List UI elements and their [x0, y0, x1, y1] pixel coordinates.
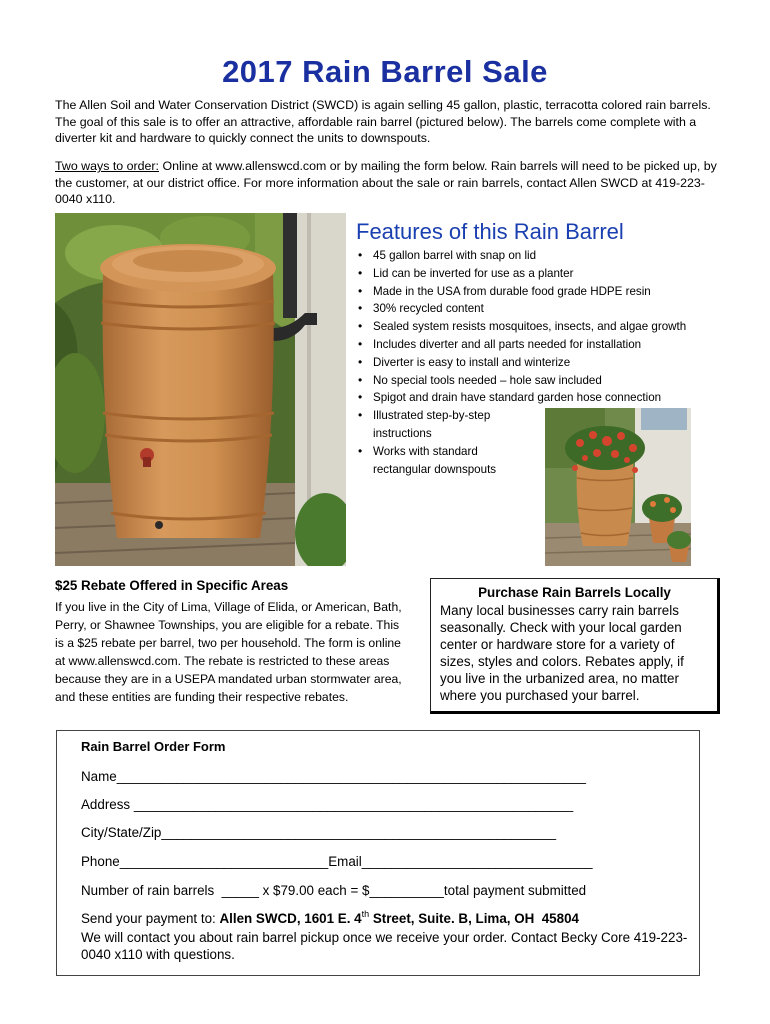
- buy-locally-text: Many local businesses carry rain barrels seasonally. Check with your local garden center or hardware store for a variety of sizes, styles and colors. Rebates apply, if you live in the urbanized area, no matter where you purchased your barrel.: [440, 603, 684, 703]
- payment-address: [81, 911, 579, 926]
- feature-item: • Works with standard rectangular downspouts: [356, 443, 533, 479]
- feature-item: • Lid can be inverted for use as a planter: [356, 265, 686, 283]
- order-ways-text: Online at www.allenswcd.com or by mailing the form below. Rain barrels will need to be picked up, by the customer, at our district office. For more information about the sale or rain barrels, contact Allen SWCD at 419-223-0040 x110.: [55, 159, 717, 207]
- feature-item: • No special tools needed – hole saw included: [356, 372, 686, 390]
- feature-item: • Diverter is easy to install and winterize: [356, 354, 686, 372]
- rain-barrel-photo: [55, 213, 346, 566]
- features-heading: Features of this Rain Barrel: [356, 219, 624, 244]
- intro-paragraph: The Allen Soil and Water Conservation District (SWCD) is again selling 45 gallon, plastic, terracotta colored rain barrels. The goal of this sale is to offer an attractive, affordable rain barrel (pictured below). The barrels come complete with a diverter kit and hardware to quickly connect the units to downspouts.: [55, 98, 711, 146]
- feature-item: • Spigot and drain have standard garden hose connection: [356, 389, 686, 407]
- payment-address-part-b: Street, Suite. B, Lima, OH 45804: [369, 911, 579, 926]
- rebate-heading: $25 Rebate Offered in Specific Areas: [55, 578, 289, 593]
- payment-address-part-a: Allen SWCD, 1601 E. 4: [219, 911, 362, 926]
- buy-locally-heading: Purchase Rain Barrels Locally: [478, 585, 671, 600]
- planter-barrel-photo: [545, 408, 691, 566]
- feature-item: • Illustrated step-by-step instructions: [356, 407, 533, 443]
- order-ways-colon: :: [155, 159, 159, 173]
- feature-item: • 45 gallon barrel with snap on lid: [356, 247, 686, 265]
- feature-item: • Made in the USA from durable food grade HDPE resin: [356, 283, 686, 301]
- page-title: 2017 Rain Barrel Sale: [222, 54, 548, 89]
- pickup-contact-note: We will contact you about rain barrel pickup once we receive your order. Contact Becky Core 419-223-0040 x110 with questions.: [81, 930, 688, 962]
- payment-address-suffix: th: [361, 909, 370, 919]
- feature-item: • Sealed system resists mosquitoes, insects, and algae growth: [356, 318, 686, 336]
- order-ways-label: Two ways to order: [55, 159, 156, 173]
- name-field[interactable]: Name_______________________________________________________________: [81, 769, 586, 784]
- barrel-quantity-field[interactable]: Number of rain barrels _____ x $79.00 each = $__________total payment submitted: [81, 883, 587, 898]
- order-form: [56, 730, 700, 976]
- feature-item: • 30% recycled content: [356, 300, 686, 318]
- buy-locally-box: [430, 578, 720, 714]
- order-ways-paragraph: [55, 158, 720, 208]
- order-form-title: Rain Barrel Order Form: [81, 739, 226, 754]
- rebate-text: If you live in the City of Lima, Village of Elida, or American, Bath, Perry, or Shawnee Townships, you are eligible for a rebate. This is a $25 rebate per barrel, two per household. The form is online at www.allenswcd.com. The rebate is restricted to these areas because they are in a USEPA mandated urban stormwater area, and these entities are funding their respective rebates.: [55, 600, 402, 704]
- payment-prefix: Send your payment to:: [81, 911, 220, 926]
- address-field[interactable]: Address ___________________________________________________________: [81, 797, 574, 812]
- feature-item: • Includes diverter and all parts needed for installation: [356, 336, 686, 354]
- city-state-zip-field[interactable]: City/State/Zip_____________________________________________________: [81, 825, 557, 840]
- phone-email-field[interactable]: Phone____________________________Email_______________________________: [81, 854, 593, 869]
